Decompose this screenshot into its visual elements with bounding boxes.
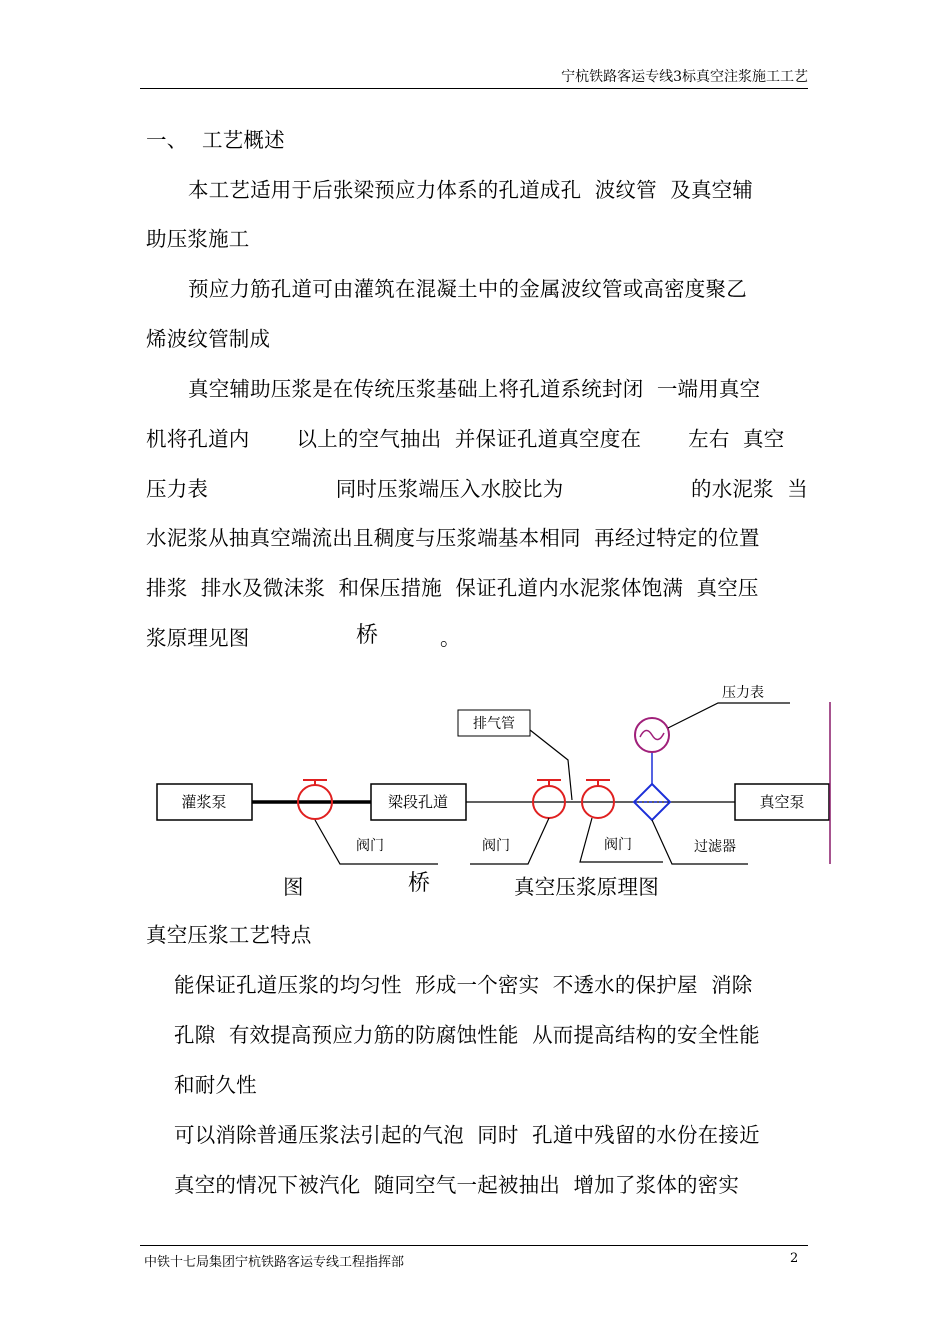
footer-organization: 中铁十七局集团宁杭铁路客运专线工程指挥部 [144,1255,405,1270]
grouting-pump-label: 灌浆泵 [181,793,227,811]
section-number: 一、 [146,128,188,152]
figure-caption-prefix: 图 [283,875,304,899]
paragraph-line: 浆原理见图 [146,626,250,650]
section-title: 工艺概述 [202,128,285,152]
paragraph-line: 排浆 排水及微沫浆 和保压措施 保证孔道内水泥浆体饱满 真空压 [146,576,759,600]
vacuum-pump-box [735,784,829,820]
valve-icon [582,780,614,818]
paragraph-line: 预应力筋孔道可由灌筑在混凝土中的金属波纹管或高密度聚乙 [188,277,747,301]
footer-rule [140,1245,808,1246]
paragraph-line: 真空辅助压浆是在传统压浆基础上将孔道系统封闭 一端用真空 [188,377,761,401]
valve-label: 阀门 [482,838,510,854]
features-title: 真空压浆工艺特点 [146,923,312,947]
figure-caption-bridge: 桥 [408,871,431,896]
valve-label: 阀门 [604,837,632,853]
valve-icon [298,780,332,819]
paragraph-line: 本工艺适用于后张梁预应力体系的孔道成孔 波纹管 及真空辅 [188,178,754,202]
paragraph-line: 机将孔道内 以上的空气抽出 并保证孔道真空度在 左右 真空 [146,427,785,451]
pressure-gauge-label: 压力表 [722,685,764,701]
feature-line: 能保证孔道压浆的均匀性 形成一个密实 不透水的保护屋 消除 [174,973,753,997]
beam-duct-box [371,784,466,820]
grouting-pump-box [157,784,252,820]
figure-ref-bridge: 桥 [356,623,379,648]
vacuum-pump-label: 真空泵 [759,793,805,811]
feature-line: 孔隙 有效提高预应力筋的防腐蚀性能 从而提高结构的安全性能 [174,1023,760,1047]
paragraph-line: 压力表 同时压浆端压入水胶比为 的水泥浆 当 [146,477,808,501]
valve-icon [533,780,565,818]
pressure-gauge-icon [635,718,669,752]
feature-line: 真空的情况下被汽化 随同空气一起被抽出 增加了浆体的密实 [174,1173,740,1197]
paragraph-line: 烯波纹管制成 [146,327,271,351]
valve-label: 阀门 [356,838,384,854]
exhaust-pipe-label: 排气管 [473,716,515,732]
filter-icon [634,752,670,820]
filter-label: 过滤器 [694,839,736,855]
page-number: 2 [790,1251,799,1266]
figure-caption-title: 真空压浆原理图 [514,875,659,899]
paragraph-line: 水泥浆从抽真空端流出且稠度与压浆端基本相同 再经过特定的位置 [146,526,760,550]
running-header: 宁杭铁路客运专线3标真空注浆施工工艺 [561,69,808,85]
feature-line: 可以消除普通压浆法引起的气泡 同时 孔道中残留的水份在接近 [174,1123,760,1147]
feature-line: 和耐久性 [174,1073,257,1097]
beam-duct-label: 梁段孔道 [387,793,449,811]
figure-ref-period: 。 [440,626,461,650]
paragraph-line: 助压浆施工 [146,227,250,251]
